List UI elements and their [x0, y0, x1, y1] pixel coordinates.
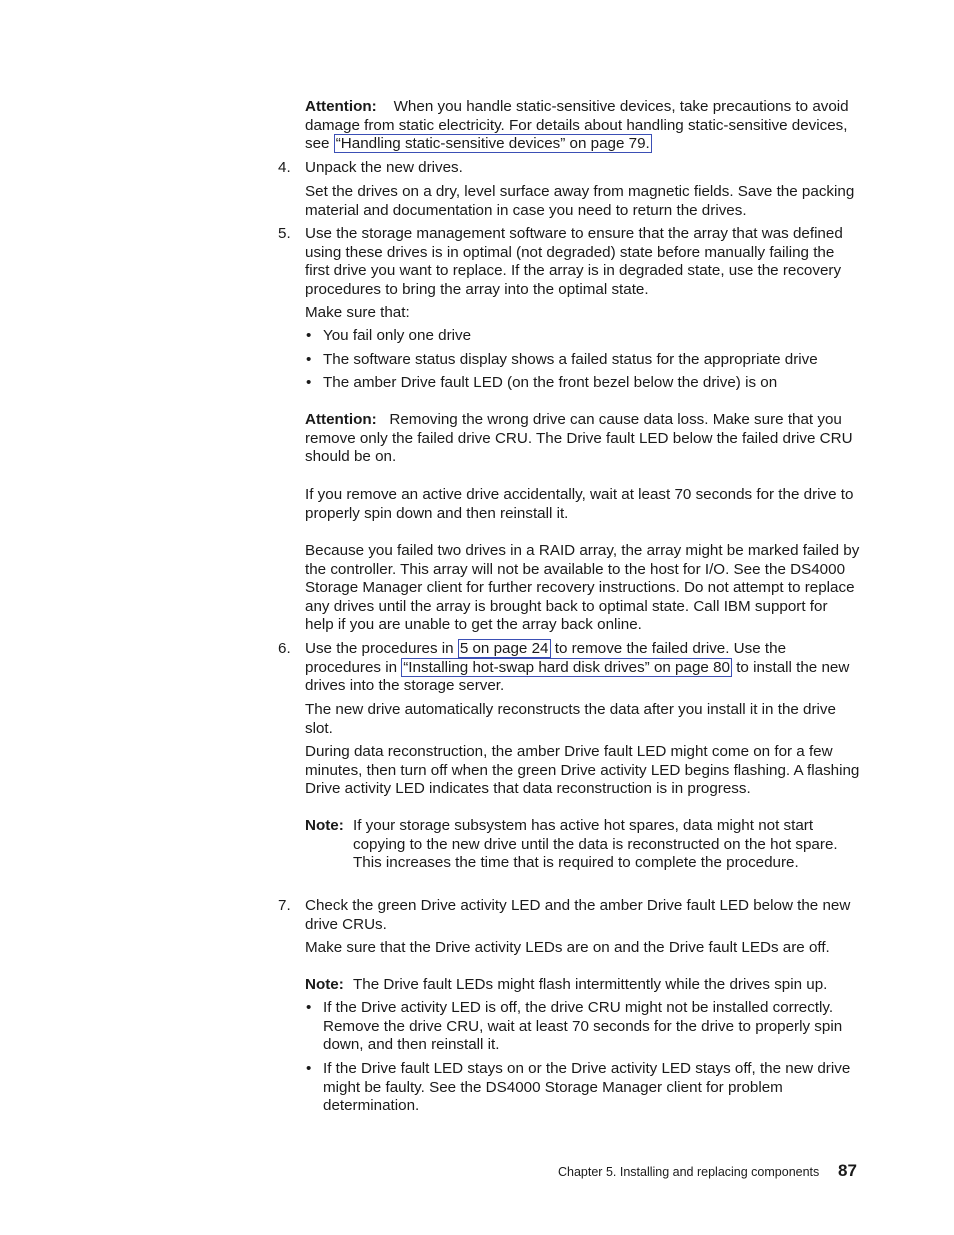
bullet-dot: •	[306, 374, 312, 391]
list-item: If the Drive fault LED stays on or the Drive activity LED stays off, the new drive might be faulty. See the DS4000 Storage Manager client for problem determination.	[323, 1060, 851, 1115]
note-label: Note:	[305, 976, 344, 993]
footer-chapter: Chapter 5. Installing and replacing components	[558, 1165, 820, 1179]
list-item: You fail only one drive	[323, 327, 472, 344]
reconstruct-paragraph: The new drive automatically reconstructs the data after you install it in the drive slot.	[305, 701, 836, 737]
make-sure-text: Make sure that:	[305, 304, 410, 321]
note-label: Note:	[305, 817, 344, 834]
step-5-number: 5.	[278, 225, 291, 242]
bullet-dot: •	[306, 351, 312, 368]
attention-wrong-drive	[305, 411, 860, 467]
attention-static-notice	[305, 98, 860, 154]
accidental-removal-paragraph: If you remove an active drive accidentally, wait at least 70 seconds for the drive to properly spin down and then reinstall it.	[305, 486, 854, 522]
list-item: If the Drive activity LED is off, the drive CRU might not be installed correctly. Remove the drive CRU, wait at least 70 seconds for the drive to properly spin down, and then reinstall it.	[323, 999, 843, 1054]
step-4-paragraph: Set the drives on a dry, level surface away from magnetic fields. Save the packing material and documentation in case you need to return the drives.	[305, 183, 855, 219]
raid-array-paragraph: Because you failed two drives in a RAID array, the array might be marked failed by the controller. This array will not be available to the host for I/O. See the DS4000 Storage Manager client for further recovery instructions. Do not attempt to replace any drives until the array is brought back to optimal state. Call IBM support for help if you are unable to get the array back online.	[305, 542, 860, 634]
bullet-dot: •	[306, 1060, 312, 1077]
step-7-number: 7.	[278, 897, 291, 914]
static-sensitive-link[interactable]: “Handling static-sensitive devices” on page 79.	[335, 135, 650, 153]
step-5-link[interactable]: 5 on page 24	[459, 640, 549, 657]
step-4-title: Unpack the new drives.	[305, 159, 463, 176]
attention-text: Removing the wrong drive can cause data loss. Make sure that you remove only the failed drive CRU. The Drive fault LED below the failed drive CRU should be on.	[305, 411, 853, 466]
step-6-number: 6.	[278, 640, 291, 657]
list-item: The amber Drive fault LED (on the front bezel below the drive) is on	[323, 374, 778, 391]
step-6-text: Use the procedures in	[305, 640, 458, 657]
attention-text: When you handle static-sensitive devices, take precautions to avoid damage from static electricity. For details about handling static-sensitive devices, see	[305, 98, 849, 153]
step-7-paragraph: Check the green Drive activity LED and the amber Drive fault LED below the new drive CRUs.	[305, 897, 851, 933]
led-status-paragraph: Make sure that the Drive activity LEDs are on and the Drive fault LEDs are off.	[305, 939, 830, 956]
bullet-dot: •	[306, 999, 312, 1016]
note-text: The Drive fault LEDs might flash intermittently while the drives spin up.	[353, 976, 828, 993]
step-4-number: 4.	[278, 159, 291, 176]
step-6-text: to remove the failed drive. Use the procedures in	[305, 640, 787, 676]
reconstruction-led-paragraph: During data reconstruction, the amber Drive fault LED might come on for a few minutes, then turn off when the green Drive activity LED begins flashing. A flashing Drive activity LED indicates that data reconstruction is in progress.	[305, 743, 860, 798]
bullet-dot: •	[306, 327, 312, 344]
list-item: The software status display shows a failed status for the appropriate drive	[323, 351, 818, 368]
note-text: If your storage subsystem has active hot spares, data might not start copying to the new drive until the data is reconstructed on the hot spare. This increases the time that is required to complete the procedure.	[353, 817, 838, 872]
attention-label: Attention:	[305, 411, 377, 428]
step-6-paragraph	[305, 640, 860, 696]
hot-swap-link[interactable]: “Installing hot-swap hard disk drives” on page 80	[403, 658, 730, 676]
page-number: 87	[838, 1161, 857, 1180]
step-5-paragraph: Use the storage management software to ensure that the array that was defined using these drives is in optimal (not degraded) state before manually failing the first drive you want to replace. If the array is in degraded state, use the recovery procedures to bring the array into the optimal state.	[305, 225, 843, 298]
attention-label: Attention:	[305, 98, 377, 115]
step-6-text: to install the new drives into the storage server.	[305, 658, 850, 695]
